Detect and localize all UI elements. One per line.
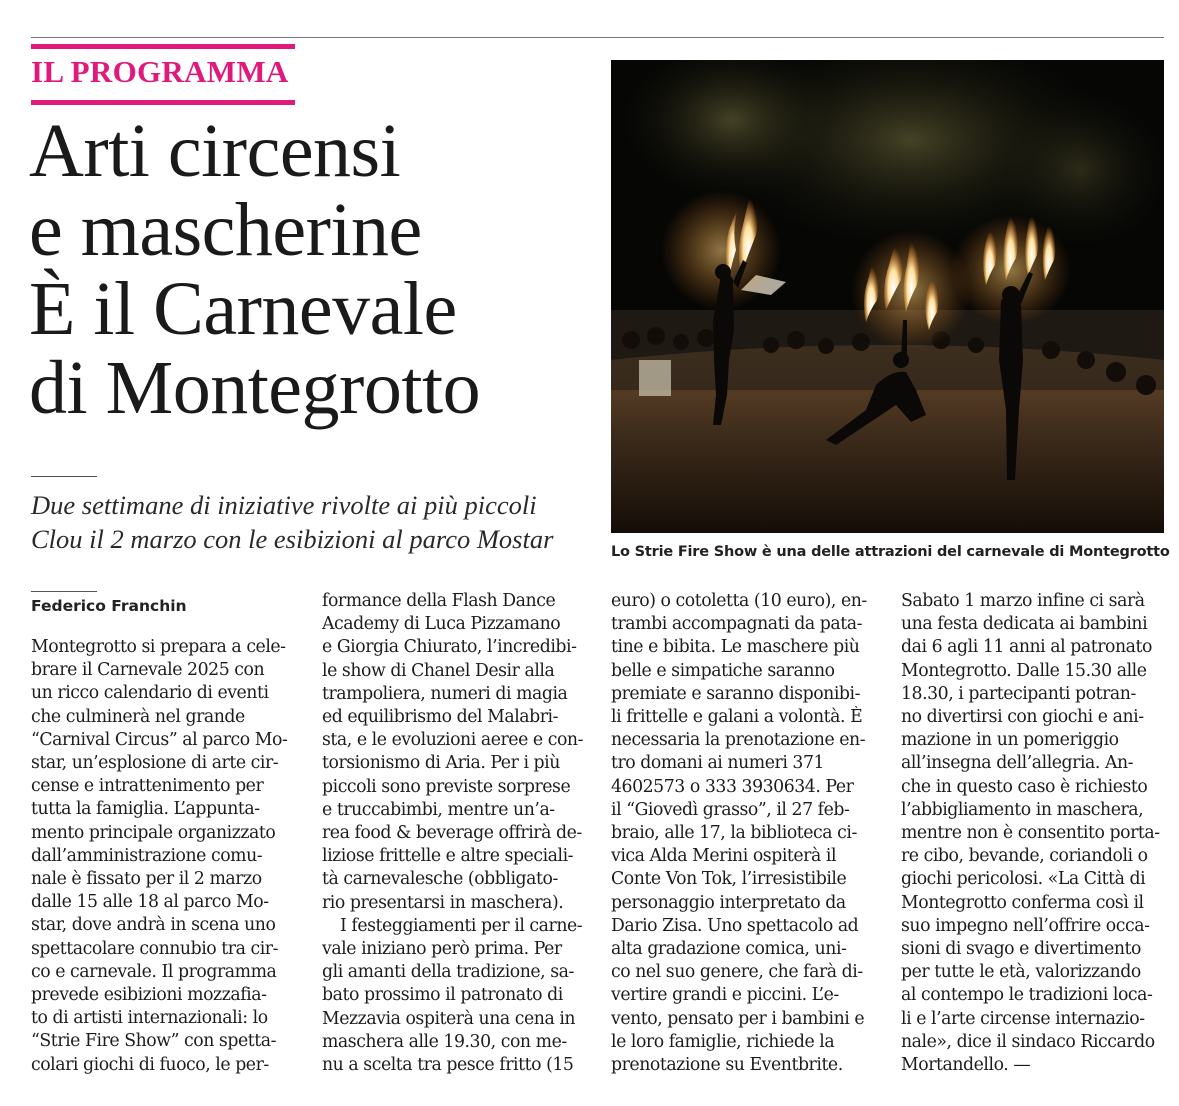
text-line: liziose frittelle e altre speciali- (322, 846, 574, 867)
subhead-line: Clou il 2 marzo con le esibizioni al parco Mostar (31, 524, 554, 554)
text-line: li frittelle e galani a volontà. È (611, 707, 863, 728)
top-rule (31, 37, 1164, 38)
text-line: che in questo caso è richiesto (901, 776, 1148, 797)
text-line: le show di Chanel Desir alla (322, 660, 555, 681)
text-line: trambi accompagnati da pata- (611, 614, 862, 635)
text-line: giochi pericolosi. «La Città di (901, 869, 1146, 890)
byline-rule (31, 591, 97, 592)
text-line: 4602573 o 333 3930634. Per (611, 776, 854, 797)
text-line: co nel suo genere, che farà di- (611, 962, 863, 983)
text-line: re cibo, bevande, coriandoli o (901, 846, 1148, 867)
headline-line: e mascherine (29, 188, 422, 272)
text-line: Montegrotto conferma così il (901, 892, 1144, 913)
text-line: brare il Carnevale 2025 con (31, 660, 265, 681)
text-line: formance della Flash Dance (322, 591, 556, 611)
text-line: mentre non è consentito porta- (901, 823, 1160, 844)
text-line: prenotazione su Eventbrite. (611, 1055, 843, 1076)
text-line: Sabato 1 marzo infine ci sarà (901, 591, 1145, 611)
text-line: e truccabimbi, mentre un’a- (322, 799, 555, 820)
text-line: Montegrotto si prepara a cele- (31, 637, 286, 657)
headline-line: È il Carnevale (29, 267, 457, 351)
text-line: no divertirsi con giochi e ani- (901, 707, 1144, 728)
text-line: vale iniziano però prima. Per (322, 939, 562, 960)
text-line: tà carnevalesche (obbligato- (322, 869, 558, 890)
text-line: vica Alda Merini ospiterà il (611, 846, 837, 867)
text-line: mazione in un pomeriggio (901, 730, 1119, 751)
text-line: colari giochi di fuoco, le per- (31, 1054, 269, 1075)
text-line: tine e bibita. Le maschere più (611, 637, 860, 658)
text-line: “Carnival Circus” al parco Mo- (31, 729, 288, 750)
text-line: cense e intrattenimento per (31, 776, 264, 797)
text-line: bato prossimo il patronato di (322, 985, 563, 1006)
text-line: star, dove andrà in scena uno (31, 915, 276, 936)
text-line: I festeggiamenti per il carne- (340, 915, 583, 936)
text-line: un ricco calendario di eventi (31, 683, 269, 704)
text-line: che culminerà nel grande (31, 706, 245, 727)
text-line: Montegrotto. Dalle 15.30 alle (901, 660, 1147, 681)
text-line: ed equilibrismo del Malabri- (322, 707, 559, 728)
text-line: rio presentarsi in maschera). (322, 892, 564, 913)
text-line: Academy di Luca Pizzamano (322, 614, 561, 635)
text-line: il “Giovedì grasso”, il 27 feb- (611, 799, 850, 820)
text-line: li e l’arte circense internazio- (901, 1008, 1145, 1029)
text-line: belle e simpatiche saranno (611, 660, 835, 681)
text-line: sioni di svago e divertimento (901, 939, 1142, 960)
text-line: Dario Zisa. Uno spettacolo ad (611, 915, 859, 936)
section-kicker: IL PROGRAMMA (31, 54, 289, 89)
text-line: tutta la famiglia. L’appunta- (31, 799, 260, 820)
kicker-top-bar (31, 44, 295, 49)
text-line: e Giorgia Chiurato, l’incredibi- (322, 637, 577, 658)
text-line: al contempo le tradizioni loca- (901, 985, 1153, 1006)
text-line: tro domani ai numeri 371 (611, 753, 825, 774)
text-line: l’abbigliamento in maschera, (901, 799, 1144, 820)
kicker-bottom-bar (31, 100, 295, 105)
article-column-2 (322, 590, 586, 1077)
fire-show-photo (611, 60, 1164, 533)
subhead-line: Due settimane di iniziative rivolte ai più piccoli (31, 490, 537, 520)
headline-line: Arti circensi (29, 109, 401, 193)
text-line: sta, e le evoluzioni aeree e con- (322, 730, 583, 751)
byline: Federico Franchin (31, 597, 187, 615)
text-line: le loro famiglie, richiede la (611, 1031, 835, 1052)
subhead (31, 488, 591, 556)
text-line: dai 6 agli 11 anni al patronato (901, 637, 1152, 658)
text-line: dall’amministrazione comu- (31, 845, 263, 866)
text-line: mento principale organizzato (31, 822, 276, 843)
text-line: dalle 15 alle 18 al parco Mo- (31, 892, 269, 913)
text-line: necessaria la prenotazione en- (611, 730, 866, 751)
text-line: gli amanti della tradizione, sa- (322, 962, 574, 983)
photo-caption: Lo Strie Fire Show è una delle attrazioni del carnevale di Montegrotto (611, 544, 1170, 560)
text-line: nu a scelta tra pesce fritto (15 (322, 1055, 574, 1076)
text-line: euro) o cotoletta (10 euro), en- (611, 591, 867, 611)
text-line: nale», dice il sindaco Riccardo (901, 1031, 1155, 1052)
subhead-rule (31, 476, 97, 477)
headline-line: di Montegrotto (29, 346, 481, 430)
text-line: Mezzavia ospiterà una cena in (322, 1008, 576, 1029)
text-line: torsionismo di Aria. Per i più (322, 753, 560, 774)
text-line: maschera alle 19.30, con me- (322, 1031, 567, 1052)
text-line: Conte Von Tok, l’irresistibile (611, 869, 847, 890)
text-line: prevede esibizioni mozzafia- (31, 985, 267, 1006)
text-line: vento, pensato per i bambini e (611, 1008, 865, 1029)
text-line: braio, alle 17, la biblioteca ci- (611, 823, 857, 844)
text-line: Mortandello. — (901, 1055, 1031, 1076)
text-line: rea food & beverage offrirà de- (322, 823, 582, 844)
text-line: “Strie Fire Show” con spetta- (31, 1031, 276, 1052)
text-line: spettacolare connubio tra cir- (31, 938, 279, 959)
text-line: piccoli sono previste sorprese (322, 776, 571, 797)
text-line: trampoliera, numeri di magia (322, 683, 568, 704)
article-column-1 (31, 636, 295, 1077)
article-column-4 (901, 590, 1165, 1077)
text-line: una festa dedicata ai bambini (901, 614, 1148, 635)
text-line: co e carnevale. Il programma (31, 961, 277, 982)
text-line: all’insegna dell’allegria. An- (901, 753, 1134, 774)
text-line: nale è fissato per il 2 marzo (31, 869, 262, 890)
article-column-3 (611, 590, 875, 1077)
text-line: 18.30, i partecipanti potran- (901, 683, 1136, 704)
text-line: suo impegno nell’offrire occa- (901, 915, 1150, 936)
text-line: star, un’esplosione di arte cir- (31, 753, 279, 774)
text-line: premiate e saranno disponibi- (611, 683, 861, 704)
text-line: personaggio interpretato da (611, 892, 846, 913)
text-line: to di artisti internazionali: lo (31, 1008, 268, 1029)
text-line: per tutte le età, valorizzando (901, 962, 1141, 983)
text-line: alta gradazione comica, uni- (611, 939, 847, 960)
headline (29, 109, 599, 430)
text-line: vertire grandi e piccini. L’e- (611, 985, 839, 1006)
